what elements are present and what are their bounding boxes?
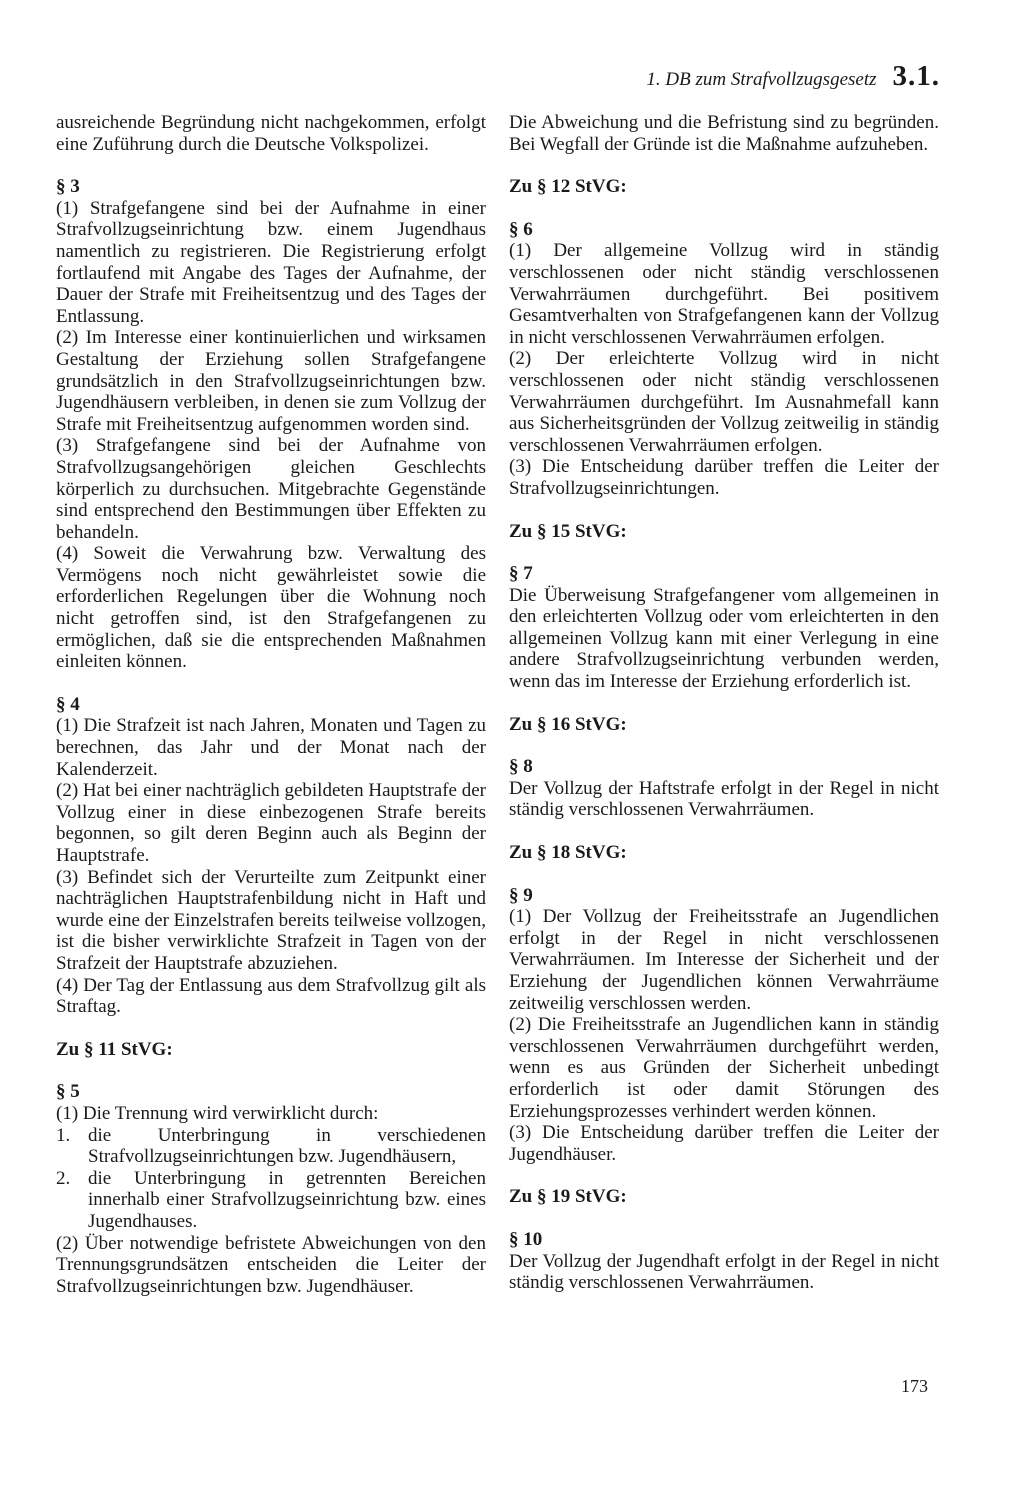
list-item-number: 2.	[56, 1167, 71, 1189]
paragraph-heading-9: § 9	[509, 884, 533, 906]
section-heading-zu-16: Zu § 16 StVG:	[509, 713, 627, 735]
page-number: 173	[901, 1376, 928, 1396]
paragraph-3-clause-2: (2) Im Interesse einer kontinuierlichen und wirksamen Gestaltung der Erziehung sollen Strafgefangene grundsätzlich in den Strafvollzugseinrichtungen bzw. Jugendhäusern verbleiben, in denen sie zum Vollzug der Strafe mit Freiheitsentzug aufgenommen worden sind.	[56, 327, 486, 435]
paragraph-4-clause-3: (3) Befindet sich der Verurteilte zum Zeitpunkt einer nachträglichen Hauptstrafenbildung nicht in Haft und wurde eine der Einzelstrafen bereits teilweise vollzogen, ist die bisher verwirklichte Strafzeit in Tagen von der Strafzeit der Hauptstrafe abzuziehen.	[56, 866, 486, 974]
section-heading-zu-18: Zu § 18 StVG:	[509, 842, 627, 864]
continuation-text: Die Abweichung und die Befristung sind zu begründen. Bei Wegfall der Gründe ist die Maßnahme aufzuheben.	[509, 112, 939, 155]
list-item-text: die Unterbringung in getrennten Bereichen innerhalb einer Strafvollzugseinrichtung bzw. eines Jugendhauses.	[88, 1167, 486, 1232]
paragraph-9-clause-1: (1) Der Vollzug der Freiheitsstrafe an Jugendlichen erfolgt in der Regel in nicht verschlossenen Verwahrräumen. Im Interesse der Sicherheit und der Erziehung der Jugendlichen können Verwahrräume zeitweilig verschlossen werden.	[509, 906, 939, 1014]
list-item	[56, 1125, 486, 1168]
paragraph-3-clause-3: (3) Strafgefangene sind bei der Aufnahme von Strafvollzugsangehörigen gleichen Geschlechts körperlich zu durchsuchen. Mitgebrachte Gegenstände sind entsprechend den Bestimmungen über Effekten zu behandeln.	[56, 435, 486, 543]
paragraph-10-text: Der Vollzug der Jugendhaft erfolgt in der Regel in nicht ständig verschlossenen Verwahrräumen.	[509, 1250, 939, 1294]
list-item	[56, 1168, 486, 1233]
left-column	[56, 112, 486, 1297]
section-heading-zu-12: Zu § 12 StVG:	[509, 176, 627, 198]
paragraph-5-clause-1: (1) Die Trennung wird verwirklicht durch:	[56, 1102, 379, 1124]
paragraph-heading-4: § 4	[56, 693, 80, 715]
paragraph-heading-3: § 3	[56, 176, 80, 198]
continuation-text: ausreichende Begründung nicht nachgekommen, erfolgt eine Zuführung durch die Deutsche Volkspolizei.	[56, 112, 486, 155]
paragraph-7-text: Die Überweisung Strafgefangener vom allgemeinen in den erleichterten Vollzug oder vom erleichterten in den allgemeinen Vollzug kann mit einer Verlegung in eine andere Strafvollzugseinrichtung verbunden werden, wenn das im Interesse der Erziehung erforderlich ist.	[509, 584, 939, 693]
paragraph-heading-6: § 6	[509, 218, 533, 240]
paragraph-heading-8: § 8	[509, 756, 533, 778]
right-column	[509, 112, 939, 1294]
list-item-text: die Unterbringung in verschiedenen Strafvollzugseinrichtungen bzw. Jugendhäusern,	[88, 1124, 486, 1168]
paragraph-5-clause-2: (2) Über notwendige befristete Abweichungen von den Trennungsgrundsätzen entscheiden die Leiter der Strafvollzugseinrichtungen bzw. Jugendhäuser.	[56, 1232, 486, 1297]
section-heading-zu-15: Zu § 15 StVG:	[509, 520, 627, 542]
paragraph-9-clause-2: (2) Die Freiheitsstrafe an Jugendlichen kann in ständig verschlossenen Verwahrräumen durchgeführt werden, wenn es aus Gründen der Sicherheit unbedingt erforderlich ist oder damit Störungen des Erziehungsprozesses verhindert werden können.	[509, 1014, 939, 1122]
list-item-number: 1.	[56, 1124, 71, 1146]
paragraph-6-clause-2: (2) Der erleichterte Vollzug wird in nicht verschlossenen oder nicht ständig verschlossenen Verwahrräumen durchgeführt. Im Ausnahmefall kann aus Sicherheitsgründen der Vollzug zeitweilig in ständig verschlossenen Verwahrräumen erfolgen.	[509, 348, 939, 456]
paragraph-4-clause-2: (2) Hat bei einer nachträglich gebildeten Hauptstrafe der Vollzug einer in diese einbezogenen Strafe bereits begonnen, so gilt deren Beginn auch als Beginn der Hauptstrafe.	[56, 780, 486, 866]
paragraph-9-clause-3: (3) Die Entscheidung darüber treffen die Leiter der Jugendhäuser.	[509, 1122, 939, 1165]
running-header	[646, 60, 940, 93]
paragraph-4-clause-1: (1) Die Strafzeit ist nach Jahren, Monaten und Tagen zu berechnen, das Jahr und der Monat nach der Kalenderzeit.	[56, 715, 486, 780]
section-number: 3.1.	[892, 60, 940, 92]
paragraph-heading-5: § 5	[56, 1081, 80, 1103]
header-title: 1. DB zum Strafvollzugsgesetz	[646, 69, 877, 90]
paragraph-8-text: Der Vollzug der Haftstrafe erfolgt in der Regel in nicht ständig verschlossenen Verwahrräumen.	[509, 777, 939, 821]
paragraph-heading-10: § 10	[509, 1228, 543, 1250]
paragraph-4-clause-4: (4) Der Tag der Entlassung aus dem Strafvollzug gilt als Straftag.	[56, 974, 486, 1018]
paragraph-3-clause-1: (1) Strafgefangene sind bei der Aufnahme in einer Strafvollzugseinrichtung bzw. einem Jugendhaus namentlich zu registrieren. Die Registrierung erfolgt fortlaufend mit Angabe des Tages der Aufnahme, der Dauer der Strafe mit Freiheitsentzug und des Tages der Entlassung.	[56, 197, 486, 327]
paragraph-heading-7: § 7	[509, 563, 533, 585]
section-heading-zu-19: Zu § 19 StVG:	[509, 1186, 627, 1208]
paragraph-6-clause-3: (3) Die Entscheidung darüber treffen die Leiter der Strafvollzugseinrichtungen.	[509, 456, 939, 499]
section-heading-zu-11: Zu § 11 StVG:	[56, 1038, 173, 1060]
paragraph-3-clause-4: (4) Soweit die Verwahrung bzw. Verwaltung des Vermögens noch nicht gewährleistet sowie die erforderlichen Regelungen über die Wohnung noch nicht getroffen sind, ist den Strafgefangenen zu ermöglichen, daß sie die entsprechenden Maßnahmen einleiten können.	[56, 543, 486, 673]
paragraph-6-clause-1: (1) Der allgemeine Vollzug wird in ständig verschlossenen oder nicht ständig verschlossenen Verwahrräumen durchgeführt. Bei positivem Gesamtverhalten von Strafgefangenen kann der Vollzug in nicht verschlossenen Verwahrräumen erfolgen.	[509, 240, 939, 348]
